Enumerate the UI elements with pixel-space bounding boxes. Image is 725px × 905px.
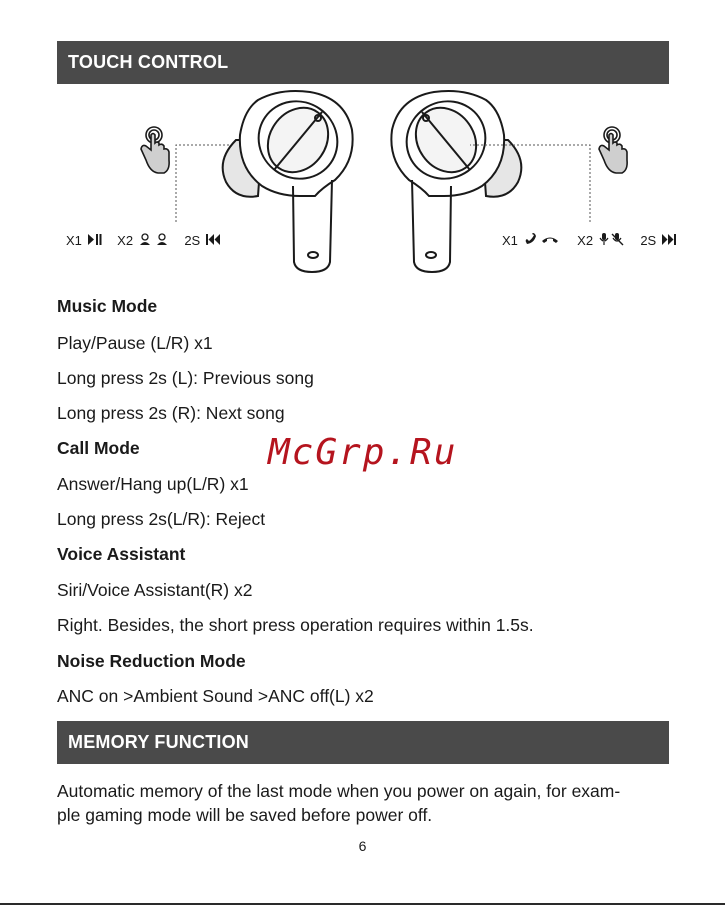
left-long-label: 2S [184, 233, 201, 249]
left-touch-hand-icon [141, 127, 169, 173]
left-earbud [223, 86, 353, 272]
answer-hangup-text: Answer/Hang up(L/R) x1 [57, 474, 249, 494]
memory-text-line-1: Automatic memory of the last mode when you power on again, for exam- [57, 781, 621, 801]
voice-assistant-heading: Voice Assistant [57, 544, 186, 564]
call-mode-heading: Call Mode [57, 438, 140, 458]
play-pause-text: Play/Pause (L/R) x1 [57, 333, 213, 353]
next-song-text: Long press 2s (R): Next song [57, 403, 285, 423]
answer-hangup-icon [524, 233, 562, 248]
music-mode-heading: Music Mode [57, 296, 158, 316]
right-x1-label: X1 [502, 233, 518, 249]
watermark: McGrp.Ru [268, 432, 458, 473]
memory-function-heading: MEMORY FUNCTION [57, 721, 669, 764]
right-x2-label: X2 [577, 233, 594, 249]
previous-song-text: Long press 2s (L): Previous song [57, 368, 314, 388]
game-mode-icon [139, 233, 169, 248]
next-track-icon [662, 233, 676, 248]
right-long-label: 2S [640, 233, 657, 249]
left-x2-label: X2 [117, 233, 134, 249]
left-controls [66, 232, 232, 248]
siri-text: Siri/Voice Assistant(R) x2 [57, 580, 253, 600]
reject-text: Long press 2s(L/R): Reject [57, 509, 266, 529]
earbuds-illustration [0, 85, 725, 285]
previous-track-icon [206, 233, 220, 248]
right-controls [502, 232, 676, 249]
voice-assistant-icon [599, 233, 625, 249]
touch-control-heading: TOUCH CONTROL [57, 41, 669, 84]
play-pause-icon [88, 233, 102, 248]
page-number: 6 [358, 838, 367, 854]
right-touch-hand-icon [599, 127, 627, 173]
short-press-note: Right. Besides, the short press operation requires within 1.5s. [57, 615, 534, 635]
anc-text: ANC on >Ambient Sound >ANC off(L) x2 [57, 686, 374, 706]
memory-text-line-2: ple gaming mode will be saved before power off. [57, 805, 433, 825]
left-x1-label: X1 [66, 233, 82, 249]
noise-reduction-heading: Noise Reduction Mode [57, 651, 246, 671]
